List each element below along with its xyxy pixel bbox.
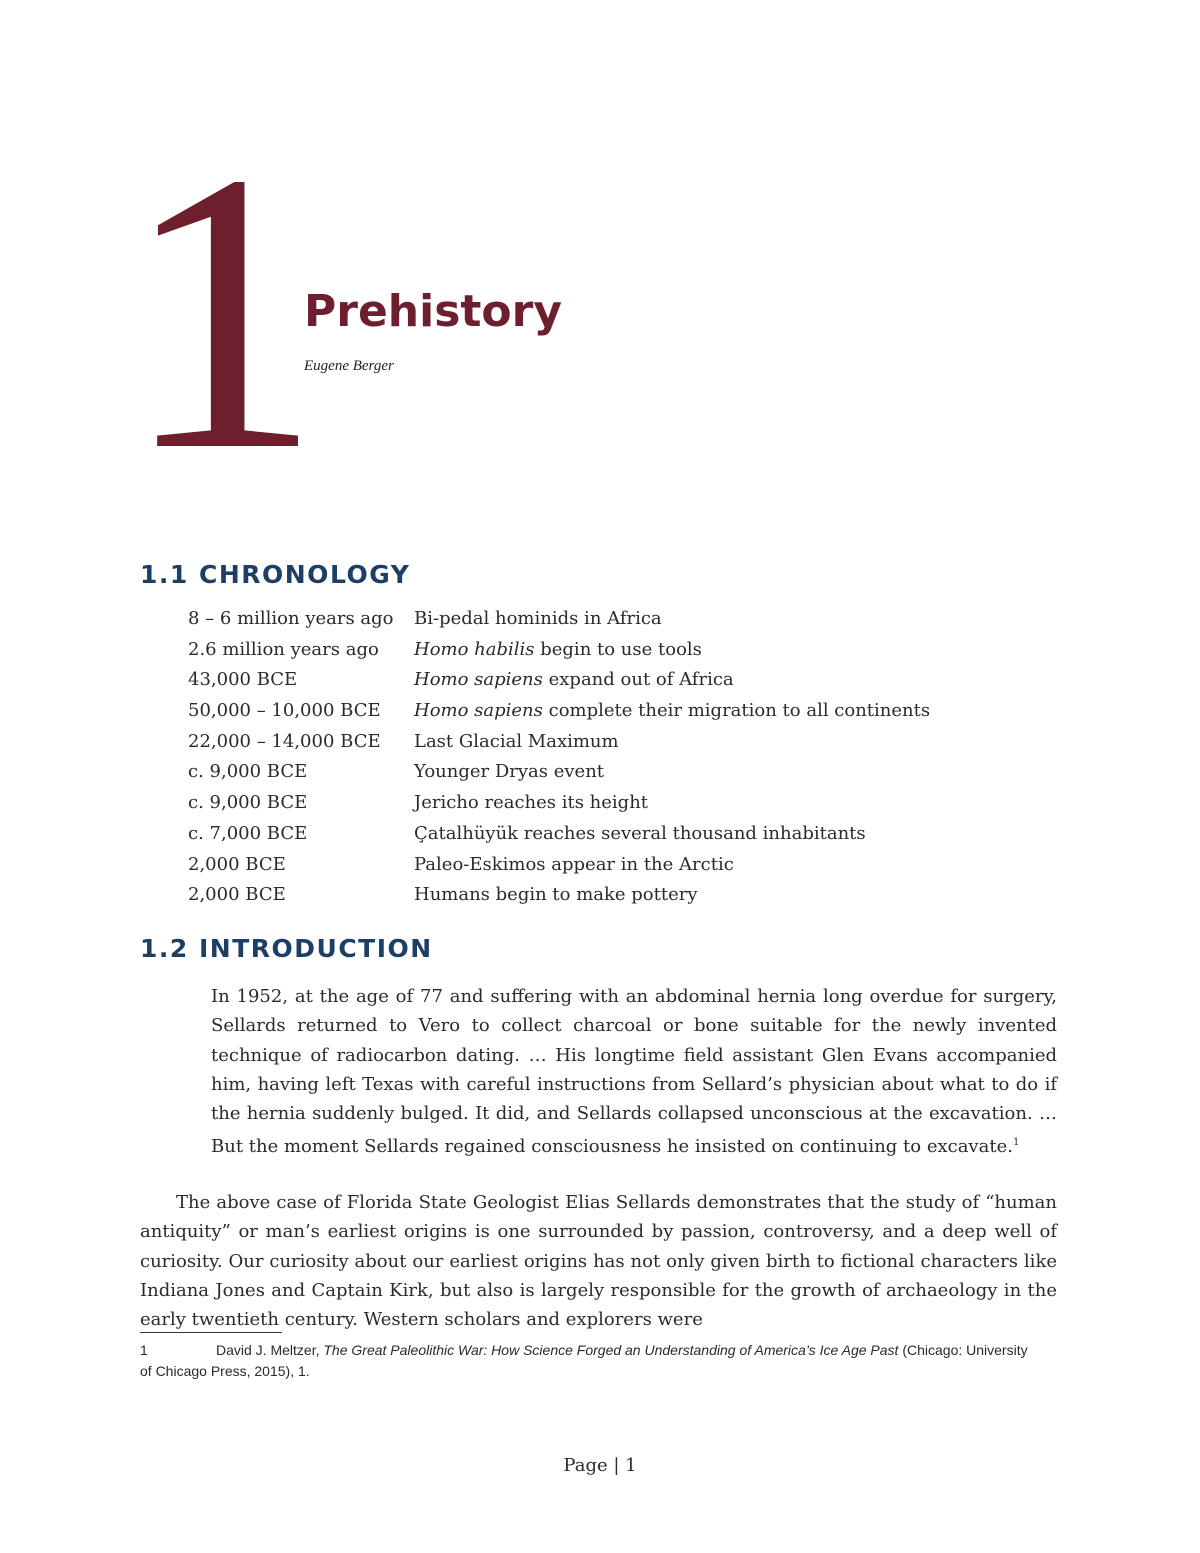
chronology-date: c. 9,000 BCE (188, 792, 308, 814)
footnote-author: David J. Meltzer, (216, 1342, 324, 1358)
chronology-event-text: complete their migration to all continents (542, 700, 931, 722)
chronology-date: c. 7,000 BCE (188, 822, 308, 844)
chronology-event-italic: Homo sapiens (414, 669, 543, 691)
block-quote (211, 982, 1057, 1162)
chronology-row (188, 696, 930, 727)
chronology-table (188, 604, 930, 911)
chronology-event (414, 604, 662, 635)
chronology-row (188, 850, 930, 881)
body-paragraph: The above case of Florida State Geologist Elias Sellards demonstrates that the study of “human antiquity” or man’s earliest origins is one surrounded by passion, controversy, and a deep well of curiosity. Our curiosity about our earliest origins has not only given birth to fictional characters like Indiana Jones and Captain Kirk, but also is largely responsible for the growth of archaeology in the early twentieth century. Western scholars and explorers were (140, 1192, 1057, 1331)
chronology-event-text: Younger Dryas event (414, 761, 605, 783)
chronology-row (188, 788, 930, 819)
chronology-row (188, 604, 930, 635)
chronology-event-italic: Homo sapiens (414, 700, 543, 722)
chronology-date: 43,000 BCE (188, 669, 298, 691)
chronology-event-text: Humans begin to make pottery (414, 884, 698, 906)
chronology-event (414, 757, 604, 788)
chronology-event (414, 727, 619, 758)
chronology-row (188, 880, 930, 911)
chronology-event (414, 635, 702, 666)
block-quote-text: In 1952, at the age of 77 and suffering with an abdominal hernia long overdue for surgery, Sellards returned to Vero to collect charcoal or bone suitable for the newly invented technique of radiocarbon dating. … His longtime field assistant Glen Evans accompanied him, having left Texas with careful instructions from Sellard’s physician about what to do if the hernia suddenly bulged. It did, and Sellards collapsed unconscious at the excavation. … But the moment Sellards regained consciousness he insisted on continuing to excavate. (211, 986, 1057, 1158)
page-number: Page | 1 (563, 1455, 637, 1476)
chronology-event (414, 665, 734, 696)
chronology-row (188, 635, 930, 666)
chronology-event (414, 696, 930, 727)
chronology-row (188, 727, 930, 758)
chronology-row (188, 757, 930, 788)
footnote-separator (140, 1332, 282, 1333)
chronology-date: 2,000 BCE (188, 884, 286, 906)
chronology-event-text: expand out of Africa (542, 669, 734, 691)
chronology-date: 2,000 BCE (188, 853, 286, 875)
chronology-date: 2.6 million years ago (188, 638, 379, 660)
chronology-date: 8 – 6 million years ago (188, 608, 394, 629)
chronology-event-text: Paleo-Eskimos appear in the Arctic (414, 853, 734, 875)
footnote-publication: (Chicago: University of Chicago Press, 2015), 1. (140, 1342, 1028, 1379)
chronology-event-text: begin to use tools (534, 638, 702, 660)
chronology-event-italic: Homo habilis (414, 638, 535, 660)
section-heading-chronology: 1.1 CHRONOLOGY (140, 560, 411, 589)
chronology-event-text: Last Glacial Maximum (414, 730, 619, 752)
footnote-number: 1 (140, 1342, 148, 1358)
footnote (140, 1340, 1040, 1382)
footnote-title: The Great Paleolithic War: How Science Forged an Understanding of America’s Ice Age Past (323, 1342, 899, 1358)
section-heading-introduction: 1.2 INTRODUCTION (140, 934, 433, 963)
chronology-event (414, 850, 734, 881)
chapter-title: Prehistory (304, 286, 563, 337)
chapter-author: Eugene Berger (304, 358, 394, 374)
chronology-row (188, 819, 930, 850)
chronology-event-text: Jericho reaches its height (414, 792, 649, 814)
chronology-event (414, 788, 648, 819)
chapter-number: 1 (122, 90, 322, 533)
chronology-event (414, 819, 866, 850)
chronology-event-text: Bi-pedal hominids in Africa (414, 608, 662, 629)
chronology-event-text: Çatalhüyük reaches several thousand inhabitants (414, 822, 866, 844)
chronology-event (414, 880, 698, 911)
chronology-row (188, 665, 930, 696)
chronology-date: 22,000 – 14,000 BCE (188, 730, 381, 752)
footnote-reference[interactable]: 1 (1012, 1137, 1020, 1149)
chronology-date: c. 9,000 BCE (188, 761, 308, 783)
chronology-date: 50,000 – 10,000 BCE (188, 700, 381, 722)
